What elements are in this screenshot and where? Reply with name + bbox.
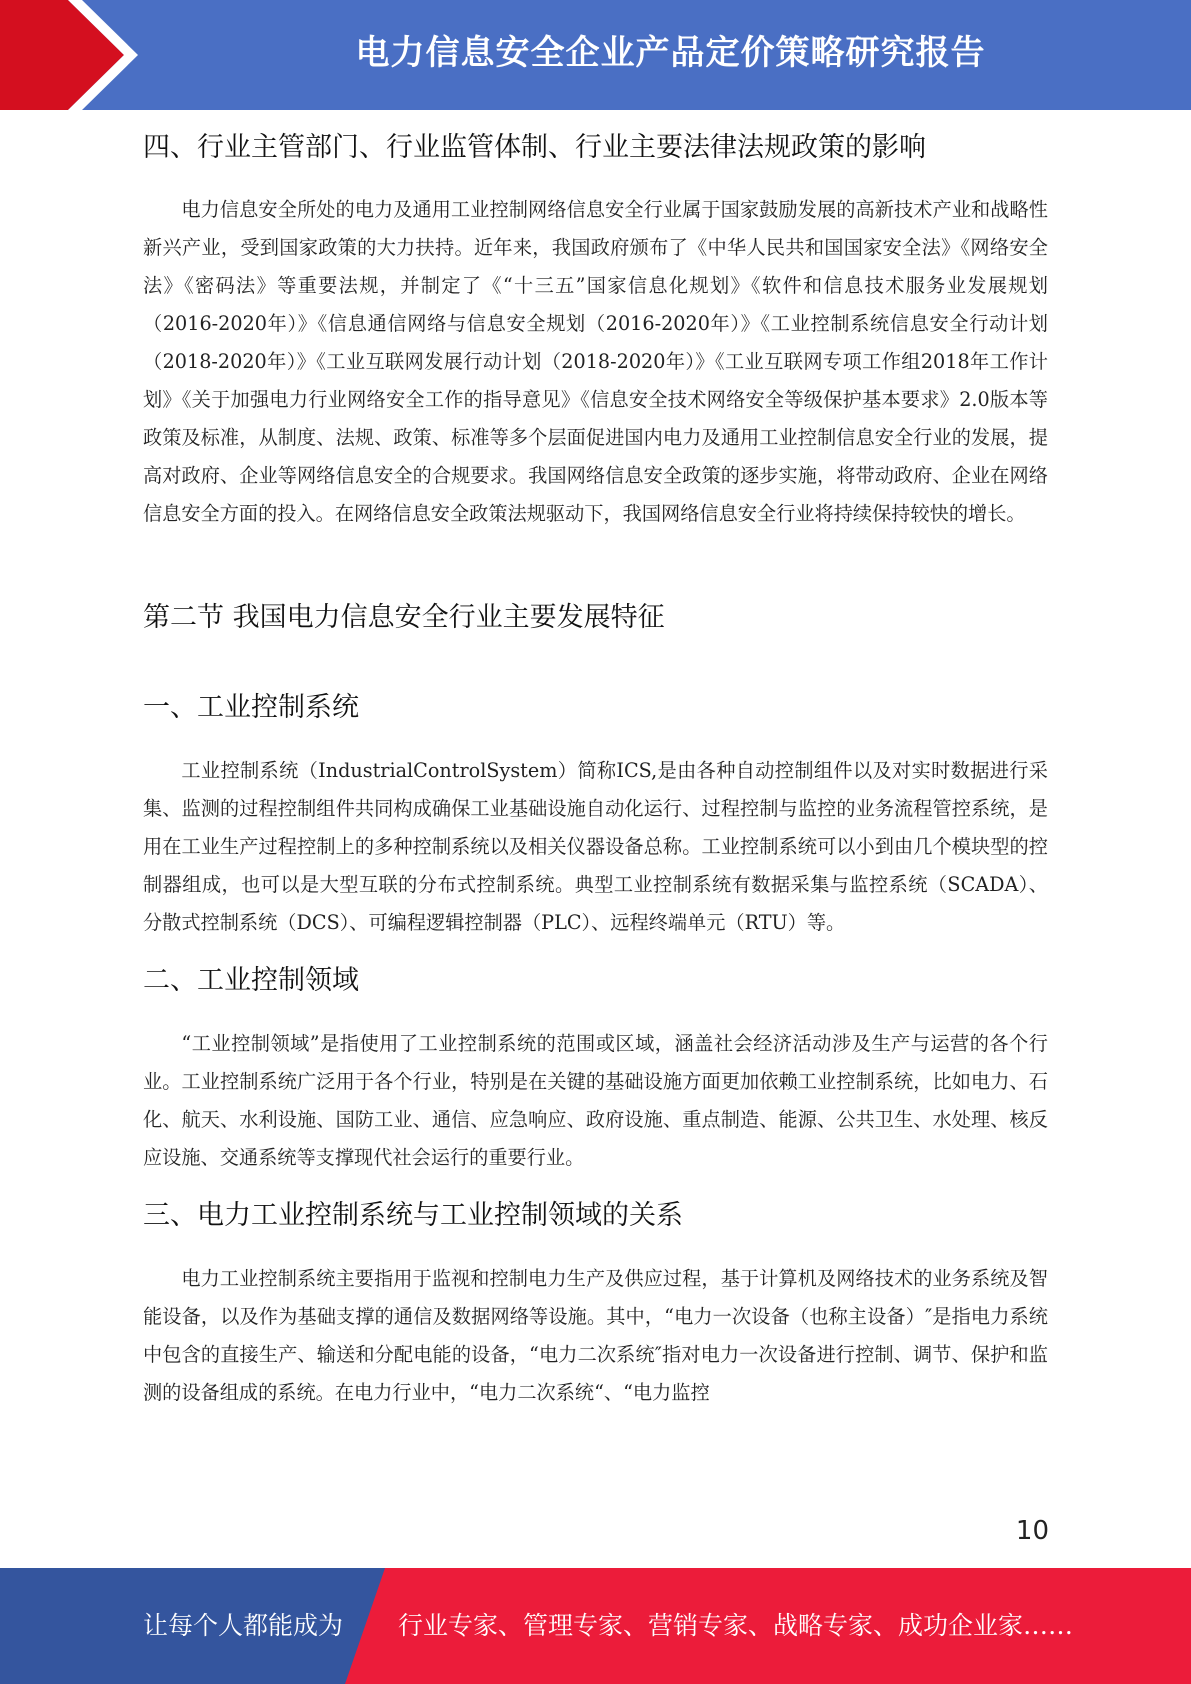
section-heading-ics: 一、工业控制系统 [143,692,359,723]
paragraph-ics: 工业控制系统（IndustrialControlSystem）简称ICS,是由各种自动控制组件以及对实时数据进行采集、监测的过程控制组件共同构成确保工业基础设施自动化运行、过程控制与监控的业务流程管控系统，是用在工业生产过程控制上的多种控制系统以及相关仪器设备总称。工业控制系统可以小到由几个模块型的控制器组成，也可以是大型互联的分布式控制系统。典型工业控制系统有数据采集与监控系统（SCADA）、分散式控制系统（DCS）、可编程逻辑控制器（PLC）、远程终端单元（RTU）等。 [143,759,1048,934]
section-heading-ic-domain: 二、工业控制领域 [143,965,359,996]
page-header [0,0,1191,110]
footer-slogan-left: 让每个人都能成为 [143,1611,344,1640]
paragraph-ic-domain: “工业控制领域”是指使用了工业控制系统的范围或区域，涵盖社会经济活动涉及生产与运营的各个行业。工业控制系统广泛用于各个行业，特别是在关键的基础设施方面更加依赖工业控制系统，比如电力、石化、航天、水利设施、国防工业、通信、应急响应、政府设施、重点制造、能源、公共卫生、水处理、核反应设施、交通系统等支撑现代社会运行的重要行业。 [143,1032,1048,1169]
chapter-section-title: 第二节 我国电力信息安全行业主要发展特征 [143,602,665,633]
page-number: 10 [1015,1516,1049,1546]
paragraph-relationship: 电力工业控制系统主要指用于监视和控制电力生产及供应过程，基于计算机及网络技术的业务系统及智能设备，以及作为基础支撑的通信及数据网络等设施。其中，“电力一次设备（也称主设备）″是指电力系统中包含的直接生产、输送和分配电能的设备，“电力二次系统″指对电力一次设备进行控制、调节、保护和监测的设备组成的系统。在电力行业中，“电力二次系统“、“电力监控 [143,1267,1048,1404]
chevron-arrow-icon [0,0,160,110]
report-title: 电力信息安全企业产品定价策略研究报告 [355,33,986,73]
paragraph-regulation: 电力信息安全所处的电力及通用工业控制网络信息安全行业属于国家鼓励发展的高新技术产业和战略性新兴产业，受到国家政策的大力扶持。近年来，我国政府颁布了《中华人民共和国国家安全法》《网络安全法》《密码法》等重要法规，并制定了《“十三五”国家信息化规划》《软件和信息技术服务业发展规划（2016-2020年）》《信息通信网络与信息安全规划（2016-2020年）》《工业控制系统信息安全行动计划（2018-2020年）》《工业互联网发展行动计划（2018-2020年）》《工业互联网专项工作组2018年工作计划》《关于加强电力行业网络安全工作的指导意见》《信息安全技术网络安全等级保护基本要求》2.0版本等政策及标准，从制度、法规、政策、标准等多个层面促进国内电力及通用工业控制信息安全行业的发展，提高对政府、企业等网络信息安全的合规要求。我国网络信息安全政策的逐步实施，将带动政府、企业在网络信息安全方面的投入。在网络信息安全政策法规驱动下，我国网络信息安全行业将持续保持较快的增长。 [143,198,1048,525]
footer-slogan-right: 行业专家、管理专家、营销专家、战略专家、成功企业家…… [398,1611,1074,1640]
page-footer [0,1568,1191,1684]
section-heading-relationship: 三、电力工业控制系统与工业控制领域的关系 [143,1200,683,1231]
main-content [143,128,1048,1412]
section-heading-regulation: 四、行业主管部门、行业监管体制、行业主要法律法规政策的影响 [143,132,926,163]
